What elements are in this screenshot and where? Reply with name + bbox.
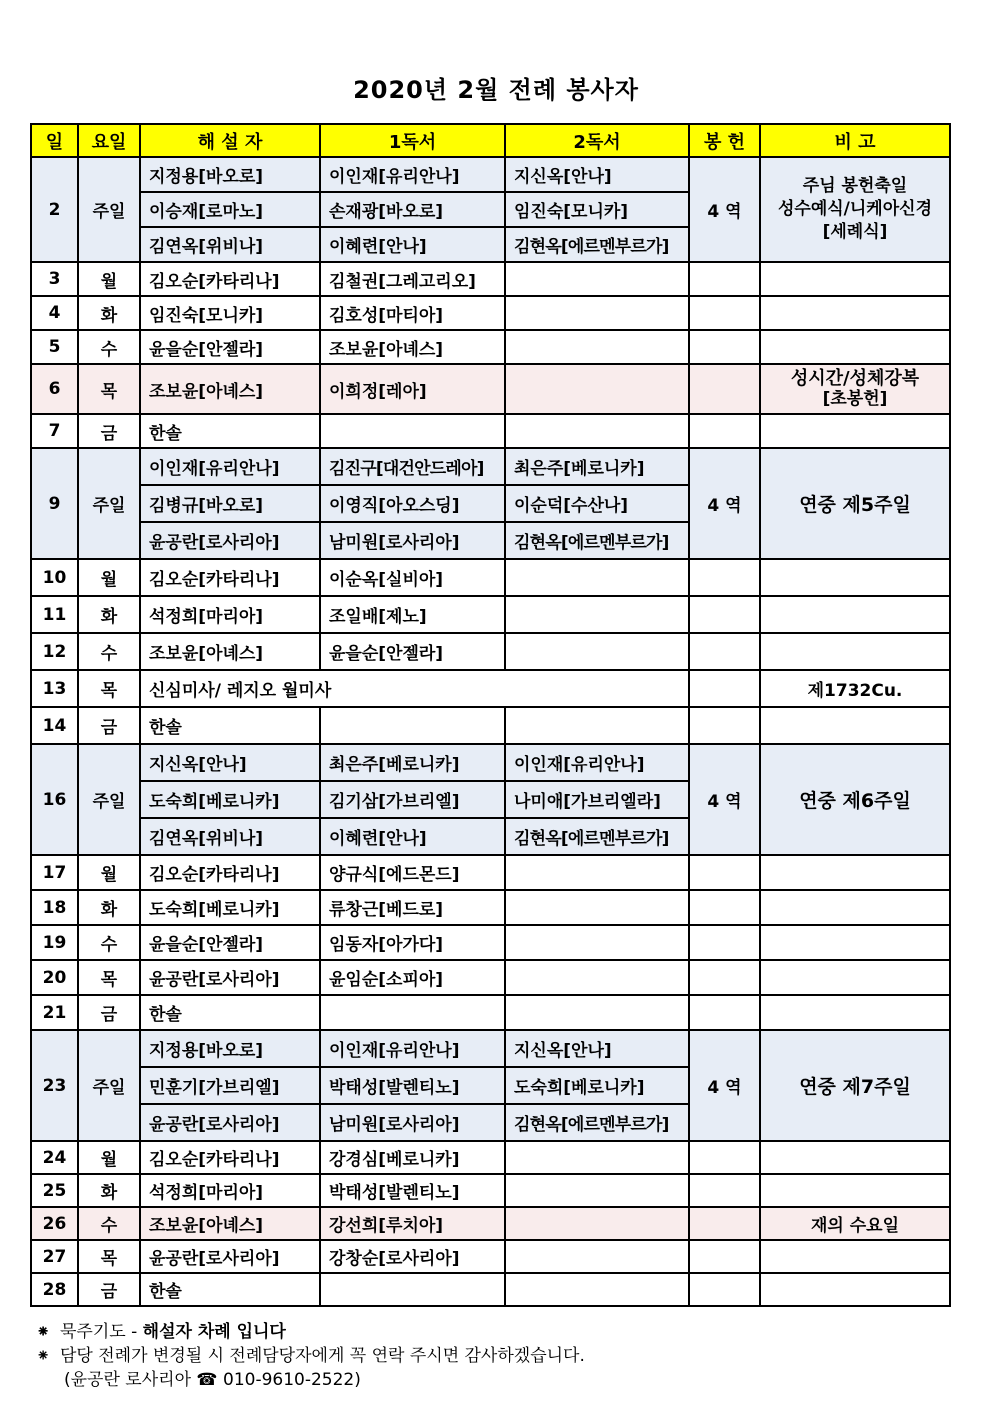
remark-cell: [760, 707, 950, 744]
reader1-cell: [320, 414, 505, 448]
remark-cell: [760, 157, 950, 262]
commentator-cell: 민훈기[가브리엘]: [140, 1067, 320, 1104]
offering-cell: [689, 414, 760, 448]
day-cell: 10: [31, 559, 78, 596]
commentator-cell: 김병규[바오로]: [140, 485, 320, 522]
reader2-cell: [505, 960, 689, 995]
col-header-commentator: 해 설 자: [140, 124, 320, 157]
table-row: [31, 364, 950, 414]
reader1-cell: 손재광[바오로]: [320, 192, 505, 227]
reader2-cell: 김현옥[에르멘부르가]: [505, 818, 689, 855]
contact-name: (윤공란 로사리아: [64, 1370, 197, 1390]
weekday-cell: 월: [78, 262, 140, 296]
table-row: [31, 296, 950, 330]
weekday-cell: 수: [78, 1207, 140, 1240]
remark-cell: [760, 1141, 950, 1174]
day-cell: 28: [31, 1273, 78, 1306]
weekday-cell: 목: [78, 670, 140, 707]
reader1-cell: 윤을순[안젤라]: [320, 633, 505, 670]
offering-cell: [689, 707, 760, 744]
weekday-cell: 수: [78, 330, 140, 364]
reader2-cell: [505, 1240, 689, 1273]
reader2-cell: [505, 890, 689, 925]
note-change-text: 담당 전례가 변경될 시 전례담당자에게 꼭 연락 주시면 감사하겠습니다.: [60, 1346, 585, 1366]
day-cell: 4: [31, 296, 78, 330]
commentator-cell: 윤공란[로사리아]: [140, 522, 320, 559]
footer-notes: [36, 1320, 585, 1392]
offering-cell: [689, 925, 760, 960]
offering-cell: [689, 364, 760, 414]
remark-line: 성시간/성체강복: [790, 368, 920, 389]
remark-cell: [760, 414, 950, 448]
table-row: [31, 707, 950, 744]
weekday-cell: 금: [78, 995, 140, 1030]
reader1-cell: 김철권[그레고리오]: [320, 262, 505, 296]
offering-cell: 4 역: [689, 744, 760, 855]
day-cell: 6: [31, 364, 78, 414]
reader1-cell: 이인재[유리안나]: [320, 1030, 505, 1067]
contact-line: [36, 1368, 585, 1392]
day-cell: 12: [31, 633, 78, 670]
commentator-cell: 김오순[카타리나]: [140, 855, 320, 890]
reader1-cell: [320, 707, 505, 744]
commentator-cell: 조보윤[아녜스]: [140, 364, 320, 414]
note-rosary-prefix: 묵주기도 -: [60, 1322, 143, 1342]
reader1-cell: 이혜련[안나]: [320, 227, 505, 262]
reader1-cell: 박태성[발렌티노]: [320, 1067, 505, 1104]
weekday-cell: 화: [78, 1174, 140, 1207]
day-cell: 19: [31, 925, 78, 960]
reader1-cell: 강창순[로사리아]: [320, 1240, 505, 1273]
weekday-cell: 목: [78, 960, 140, 995]
offering-cell: [689, 1240, 760, 1273]
weekday-cell: 금: [78, 707, 140, 744]
commentator-cell: 김오순[카타리나]: [140, 559, 320, 596]
reader2-cell: [505, 1273, 689, 1306]
commentator-cell: 김오순[카타리나]: [140, 1141, 320, 1174]
day-cell: 11: [31, 596, 78, 633]
table-row: [31, 1273, 950, 1306]
reader2-cell: [505, 633, 689, 670]
commentator-cell: 지정용[바오로]: [140, 1030, 320, 1067]
remark-cell: [760, 364, 950, 414]
day-cell: 9: [31, 448, 78, 559]
asterisk-icon: ⁕: [36, 1346, 51, 1366]
commentator-cell: 한솔: [140, 707, 320, 744]
remark-cell: 연중 제6주일: [760, 744, 950, 855]
offering-cell: [689, 1174, 760, 1207]
offering-cell: [689, 262, 760, 296]
note-rosary: [36, 1320, 585, 1344]
reader2-cell: [505, 707, 689, 744]
reader1-cell: 류창근[베드로]: [320, 890, 505, 925]
offering-cell: [689, 596, 760, 633]
table-row: [31, 1174, 950, 1207]
day-cell: 21: [31, 995, 78, 1030]
commentator-cell: 윤을순[안젤라]: [140, 330, 320, 364]
remark-line: [세례식]: [822, 222, 888, 242]
col-header-weekday: 요일: [78, 124, 140, 157]
contact-phone: 010-9610-2522): [217, 1370, 361, 1390]
offering-cell: [689, 890, 760, 925]
reader2-cell: [505, 262, 689, 296]
weekday-cell: 월: [78, 1141, 140, 1174]
commentator-cell: 지신옥[안나]: [140, 744, 320, 781]
remark-cell: [760, 1240, 950, 1273]
offering-cell: 4 역: [689, 448, 760, 559]
commentator-cell: 윤공란[로사리아]: [140, 1104, 320, 1141]
remark-cell: [760, 890, 950, 925]
reader1-cell: [320, 1273, 505, 1306]
reader2-cell: 도숙희[베로니카]: [505, 1067, 689, 1104]
reader2-cell: 이인재[유리안나]: [505, 744, 689, 781]
remark-cell: 연중 제5주일: [760, 448, 950, 559]
day-cell: 24: [31, 1141, 78, 1174]
reader2-cell: [505, 1141, 689, 1174]
table-row: [31, 1141, 950, 1174]
reader2-cell: 김현옥[에르멘부르가]: [505, 1104, 689, 1141]
commentator-cell: 윤공란[로사리아]: [140, 1240, 320, 1273]
reader2-cell: [505, 364, 689, 414]
offering-cell: [689, 1207, 760, 1240]
reader2-cell: 지신옥[안나]: [505, 157, 689, 192]
merged-event-cell: 신심미사/ 레지오 월미사: [140, 670, 689, 707]
day-cell: 13: [31, 670, 78, 707]
weekday-cell: 월: [78, 855, 140, 890]
table-row: [31, 633, 950, 670]
weekday-cell: 화: [78, 890, 140, 925]
weekday-cell: 주일: [78, 744, 140, 855]
weekday-cell: 수: [78, 925, 140, 960]
reader1-cell: 박태성[발렌티노]: [320, 1174, 505, 1207]
reader1-cell: 양규식[에드몬드]: [320, 855, 505, 890]
commentator-cell: 임진숙[모니카]: [140, 296, 320, 330]
commentator-cell: 석정희[마리아]: [140, 1174, 320, 1207]
table-row: [31, 995, 950, 1030]
weekday-cell: 목: [78, 1240, 140, 1273]
reader2-cell: [505, 559, 689, 596]
reader2-cell: [505, 1174, 689, 1207]
reader2-cell: [505, 330, 689, 364]
table-row: [31, 890, 950, 925]
remark-cell: [760, 596, 950, 633]
weekday-cell: 주일: [78, 157, 140, 262]
commentator-cell: 한솔: [140, 995, 320, 1030]
remark-cell: [760, 995, 950, 1030]
offering-cell: [689, 855, 760, 890]
commentator-cell: 김연옥[위비나]: [140, 818, 320, 855]
col-header-reader1: 1독서: [320, 124, 505, 157]
commentator-cell: 김오순[카타리나]: [140, 262, 320, 296]
commentator-cell: 도숙희[베로니카]: [140, 890, 320, 925]
reader2-cell: [505, 596, 689, 633]
reader1-cell: 김진구[대건안드레아]: [320, 448, 505, 485]
day-cell: 7: [31, 414, 78, 448]
remark-cell: [760, 925, 950, 960]
weekday-cell: 화: [78, 596, 140, 633]
reader2-cell: 김현옥[에르멘부르가]: [505, 522, 689, 559]
remark-cell: [760, 1273, 950, 1306]
commentator-cell: 윤을순[안젤라]: [140, 925, 320, 960]
table-row: [31, 744, 950, 781]
table-row: [31, 960, 950, 995]
reader1-cell: 김호성[마티아]: [320, 296, 505, 330]
day-cell: 17: [31, 855, 78, 890]
offering-cell: [689, 559, 760, 596]
remark-line: [초봉헌]: [822, 389, 888, 409]
commentator-cell: 이인재[유리안나]: [140, 448, 320, 485]
day-cell: 2: [31, 157, 78, 262]
day-cell: 25: [31, 1174, 78, 1207]
reader1-cell: 강선희[루치아]: [320, 1207, 505, 1240]
weekday-cell: 주일: [78, 1030, 140, 1141]
day-cell: 26: [31, 1207, 78, 1240]
remark-cell: 재의 수요일: [760, 1207, 950, 1240]
reader1-cell: [320, 995, 505, 1030]
reader2-cell: [505, 995, 689, 1030]
offering-cell: [689, 995, 760, 1030]
header-row: [31, 124, 950, 157]
remark-cell: [760, 262, 950, 296]
offering-cell: [689, 296, 760, 330]
reader2-cell: [505, 925, 689, 960]
commentator-cell: 지정용[바오로]: [140, 157, 320, 192]
weekday-cell: 수: [78, 633, 140, 670]
table-row: [31, 670, 950, 707]
reader2-cell: 최은주[베로니카]: [505, 448, 689, 485]
note-change: [36, 1344, 585, 1368]
reader1-cell: 남미원[로사리아]: [320, 1104, 505, 1141]
table-row: [31, 559, 950, 596]
table-row: [31, 1240, 950, 1273]
commentator-cell: 조보윤[아녜스]: [140, 633, 320, 670]
offering-cell: [689, 633, 760, 670]
reader1-cell: 강경심[베로니카]: [320, 1141, 505, 1174]
weekday-cell: 주일: [78, 448, 140, 559]
day-cell: 14: [31, 707, 78, 744]
weekday-cell: 금: [78, 414, 140, 448]
reader1-cell: 임동자[아가다]: [320, 925, 505, 960]
col-header-offering: 봉 헌: [689, 124, 760, 157]
reader2-cell: 이순덕[수산나]: [505, 485, 689, 522]
offering-cell: [689, 330, 760, 364]
reader1-cell: 이영직[아오스딩]: [320, 485, 505, 522]
weekday-cell: 화: [78, 296, 140, 330]
reader2-cell: 지신옥[안나]: [505, 1030, 689, 1067]
weekday-cell: 금: [78, 1273, 140, 1306]
reader2-cell: [505, 1207, 689, 1240]
table-row: [31, 1207, 950, 1240]
page-title: 2020년 2월 전례 봉사자: [353, 76, 639, 104]
reader2-cell: [505, 296, 689, 330]
remark-cell: [760, 296, 950, 330]
day-cell: 5: [31, 330, 78, 364]
reader2-cell: 김현옥[에르멘부르가]: [505, 227, 689, 262]
reader2-cell: [505, 414, 689, 448]
commentator-cell: 윤공란[로사리아]: [140, 960, 320, 995]
reader1-cell: 최은주[베로니카]: [320, 744, 505, 781]
table-row: [31, 925, 950, 960]
phone-icon: ☎: [196, 1370, 218, 1390]
col-header-day: 일: [31, 124, 78, 157]
remark-cell: [760, 1174, 950, 1207]
remark-cell: [760, 960, 950, 995]
reader1-cell: 김기삼[가브리엘]: [320, 781, 505, 818]
remark-cell: [760, 330, 950, 364]
table-row: [31, 330, 950, 364]
col-header-remark: 비 고: [760, 124, 950, 157]
reader1-cell: 이혜련[안나]: [320, 818, 505, 855]
table-row: [31, 855, 950, 890]
table-row: [31, 596, 950, 633]
table-row: [31, 157, 950, 192]
offering-cell: [689, 1273, 760, 1306]
reader1-cell: 이인재[유리안나]: [320, 157, 505, 192]
remark-line: 주님 봉헌축일: [802, 176, 908, 196]
commentator-cell: 도숙희[베로니카]: [140, 781, 320, 818]
reader2-cell: 나미애[가브리엘라]: [505, 781, 689, 818]
day-cell: 3: [31, 262, 78, 296]
remark-cell: [760, 559, 950, 596]
offering-cell: [689, 1141, 760, 1174]
asterisk-icon: ⁕: [36, 1322, 51, 1342]
remark-cell: 연중 제7주일: [760, 1030, 950, 1141]
reader1-cell: 조일배[제노]: [320, 596, 505, 633]
reader2-cell: 임진숙[모니카]: [505, 192, 689, 227]
day-cell: 20: [31, 960, 78, 995]
note-rosary-emphasis: 해설자 차례 입니다: [142, 1322, 286, 1342]
commentator-cell: 한솔: [140, 1273, 320, 1306]
reader2-cell: [505, 855, 689, 890]
reader1-cell: 이순옥[실비아]: [320, 559, 505, 596]
day-cell: 27: [31, 1240, 78, 1273]
day-cell: 23: [31, 1030, 78, 1141]
table-row: [31, 414, 950, 448]
remark-line: 성수예식/니케아신경: [777, 199, 932, 219]
reader1-cell: 윤임순[소피아]: [320, 960, 505, 995]
table-row: [31, 262, 950, 296]
offering-cell: [689, 960, 760, 995]
remark-cell: [760, 855, 950, 890]
remark-cell: [760, 633, 950, 670]
table-row: [31, 448, 950, 485]
day-cell: 16: [31, 744, 78, 855]
remark-cell: 제1732Cu.: [760, 670, 950, 707]
weekday-cell: 월: [78, 559, 140, 596]
reader1-cell: 이희정[레아]: [320, 364, 505, 414]
offering-cell: 4 역: [689, 1030, 760, 1141]
reader1-cell: 조보윤[아녜스]: [320, 330, 505, 364]
commentator-cell: 석정희[마리아]: [140, 596, 320, 633]
schedule-table: [30, 123, 951, 1307]
commentator-cell: 김연옥[위비나]: [140, 227, 320, 262]
commentator-cell: 이승재[로마노]: [140, 192, 320, 227]
reader1-cell: 남미원[로사리아]: [320, 522, 505, 559]
offering-cell: [689, 670, 760, 707]
commentator-cell: 한솔: [140, 414, 320, 448]
day-cell: 18: [31, 890, 78, 925]
offering-cell: 4 역: [689, 157, 760, 262]
table-row: [31, 1030, 950, 1067]
commentator-cell: 조보윤[아녜스]: [140, 1207, 320, 1240]
col-header-reader2: 2독서: [505, 124, 689, 157]
weekday-cell: 목: [78, 364, 140, 414]
